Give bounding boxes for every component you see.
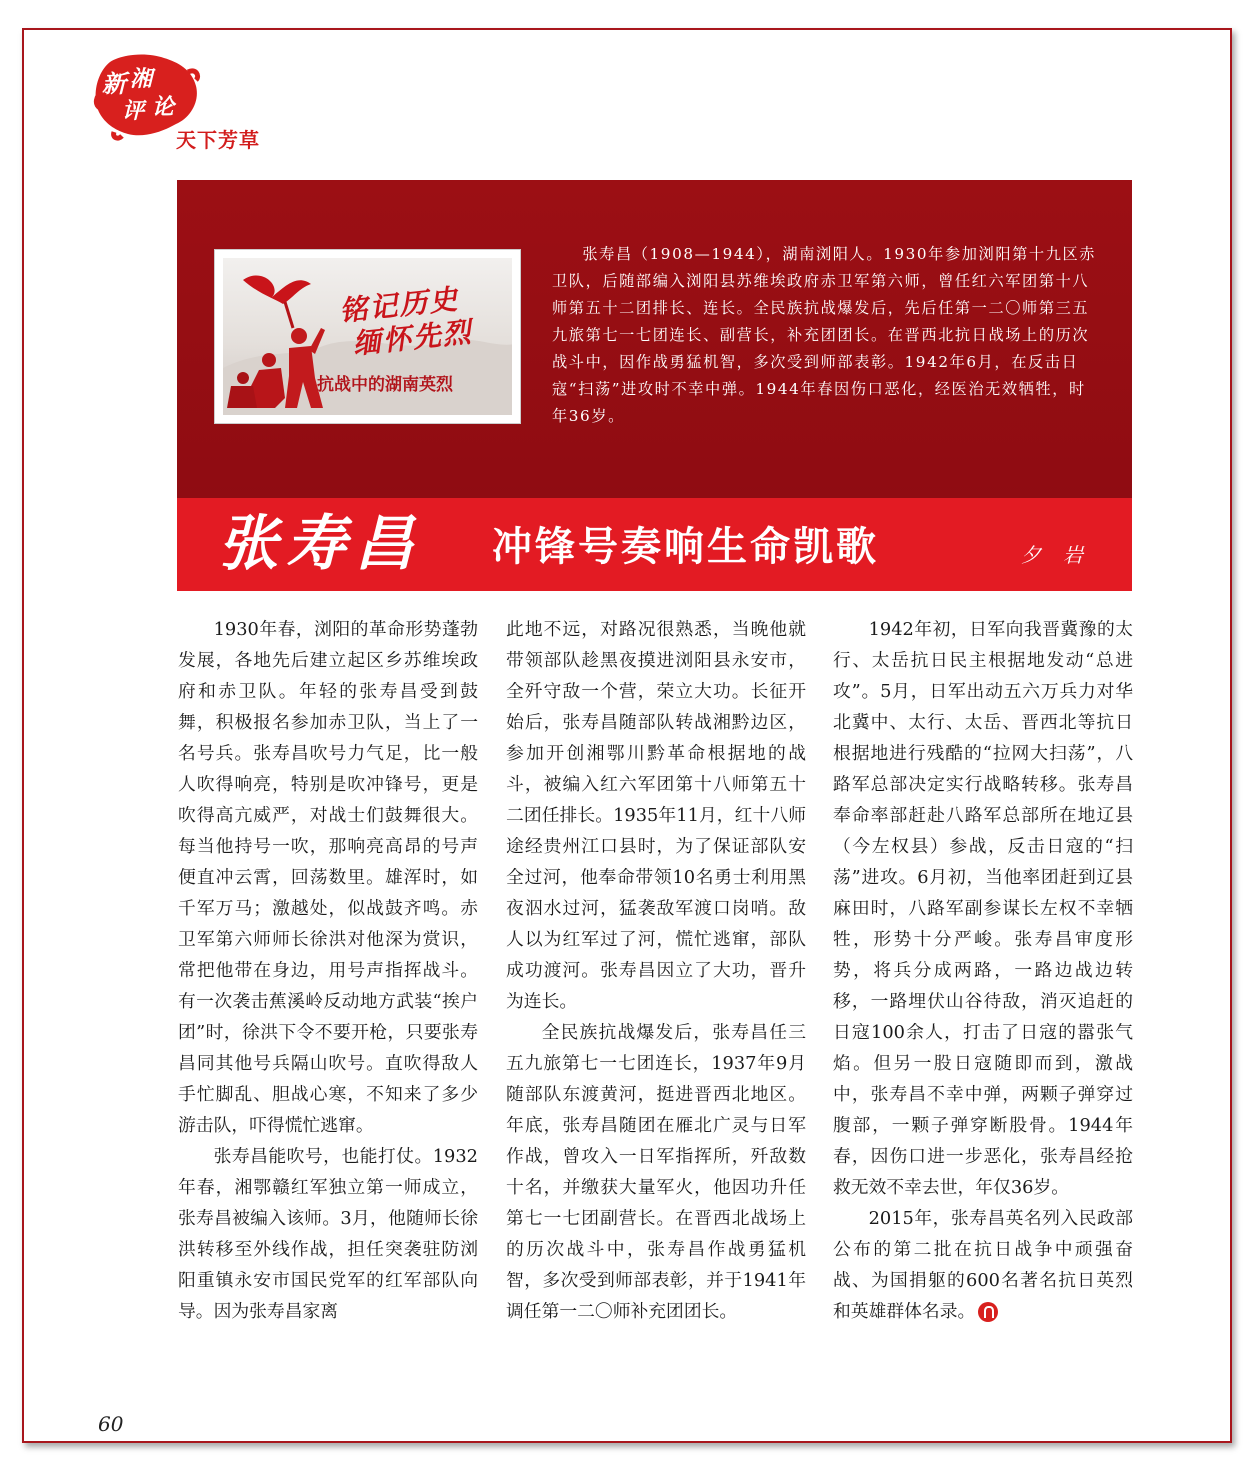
article-column-3 bbox=[833, 614, 1133, 1327]
memorial-banner bbox=[214, 249, 521, 424]
paragraph: 此地不远，对路况很熟悉，当晚他就带领部队趁黑夜摸进浏阳县永安市，全歼守敌一个营，荣立大功。长征开始后，张寿昌随部队转战湘黔边区，参加开创湘鄂川黔革命根据地的战斗，被编入红六军团第十八师第五十二团任排长。1935年11月，红十八师途经贵州江口县时，为了保证部队安全过河，他奉命带领10名勇士利用黑夜泅水过河，猛袭敌军渡口岗哨。敌人以为红军过了河，慌忙逃窜，部队成功渡河。张寿昌因立了大功，晋升为连长。 bbox=[506, 619, 806, 1012]
page-number: 60 bbox=[98, 1412, 124, 1436]
end-mark-icon bbox=[978, 1302, 998, 1322]
svg-text:新: 新 bbox=[102, 69, 126, 98]
article-column-2 bbox=[506, 614, 806, 1327]
hero-name: 张寿昌 bbox=[218, 509, 422, 579]
article-headline: 冲锋号奏响生命凯歌 bbox=[492, 524, 879, 570]
svg-text:湘: 湘 bbox=[130, 66, 153, 92]
section-label: 天下芳草 bbox=[176, 128, 260, 152]
author-name: 夕岩 bbox=[1021, 543, 1105, 567]
banner-subtitle: 抗战中的湖南英烈 bbox=[317, 375, 453, 395]
article-column-1 bbox=[178, 614, 478, 1327]
paragraph: 张寿昌能吹号，也能打仗。1932年春，湘鄂赣红军独立第一师成立，张寿昌被编入该师。3月，他随师长徐洪转移至外线作战，担任突袭驻防浏阳重镇永安市国民党军的红军部队向导。因为张寿昌家离 bbox=[178, 1146, 478, 1322]
svg-text:评: 评 bbox=[122, 98, 145, 124]
banner-title: 铭记历史 缅怀先烈 bbox=[337, 282, 475, 361]
bio-text: 张寿昌（1908—1944），湖南浏阳人。1930年参加浏阳第十九区赤卫队，后随部编入浏阳县苏维埃政府赤卫军第六师，曾任红六军团第十八师第五十二团排长、连长。全民族抗战爆发后，先后任第一二〇师第三五九旅第七一七团连长、副营长，补充团团长。在晋西北抗日战场上的历次战斗中，因作战勇猛机智，多次受到师部表彰。1942年6月，在反击日寇“扫荡”进攻时不幸中弹。1944年春因伤口恶化，经医治无效牺牲，时年36岁。 bbox=[552, 245, 1097, 425]
svg-text:论: 论 bbox=[152, 94, 175, 120]
paragraph: 2015年，张寿昌英名列入民政部公布的第二批在抗日战争中顽强奋战、为国捐躯的600名著名抗日英烈和英雄群体名录。 bbox=[833, 1208, 1133, 1322]
paragraph: 1930年春，浏阳的革命形势蓬勃发展，各地先后建立起区乡苏维埃政府和赤卫队。年轻的张寿昌受到鼓舞，积极报名参加赤卫队，当上了一名号兵。张寿昌吹号力气足，比一般人吹得响亮，特别是吹冲锋号，更是吹得高亢威严，对战士们鼓舞很大。每当他持号一吹，那响亮高昂的号声便直冲云霄，回荡数里。雄浑时，如千军万马；激越处，似战鼓齐鸣。赤卫军第六师师长徐洪对他深为赏识，常把他带在身边，用号声指挥战斗。有一次袭击蕉溪岭反动地方武装“挨户团”时，徐洪下令不要开枪，只要张寿昌同其他号兵隔山吹号。直吹得敌人手忙脚乱、胆战心寒，不知来了多少游击队，吓得慌忙逃窜。 bbox=[178, 619, 478, 1136]
paragraph: 全民族抗战爆发后，张寿昌任三五九旅第七一七团连长，1937年9月随部队东渡黄河，挺进晋西北地区。年底，张寿昌随团在雁北广灵与日军作战，曾攻入一日军指挥所，歼敌数十名，并缴获大量军火，他因功升任第七一七团副营长。在晋西北战场上的历次战斗中，张寿昌作战勇猛机智，多次受到师部表彰，并于1941年调任第一二〇师补充团团长。 bbox=[506, 1022, 806, 1322]
paragraph: 1942年初，日军向我晋冀豫的太行、太岳抗日民主根据地发动“总进攻”。5月，日军出动五六万兵力对华北冀中、太行、太岳、晋西北等抗日根据地进行残酷的“拉网大扫荡”，八路军总部决定实行战略转移。张寿昌奉命率部赶赴八路军总部所在地辽县（今左权县）参战，反击日寇的“扫荡”进攻。6月初，当他率团赶到辽县麻田时，八路军副参谋长左权不幸牺牲，形势十分严峻。张寿昌审度形势，将兵分成两路，一路边战边转移，一路埋伏山谷待敌，消灭追赶的日寇100余人，打击了日寇的嚣张气焰。但另一股日寇随即而到，激战中，张寿昌不幸中弹，两颗子弹穿过腹部，一颗子弹穿断股骨。1944年春，因伤口进一步恶化，张寿昌经抢救无效不幸去世，年仅36岁。 bbox=[833, 619, 1133, 1198]
